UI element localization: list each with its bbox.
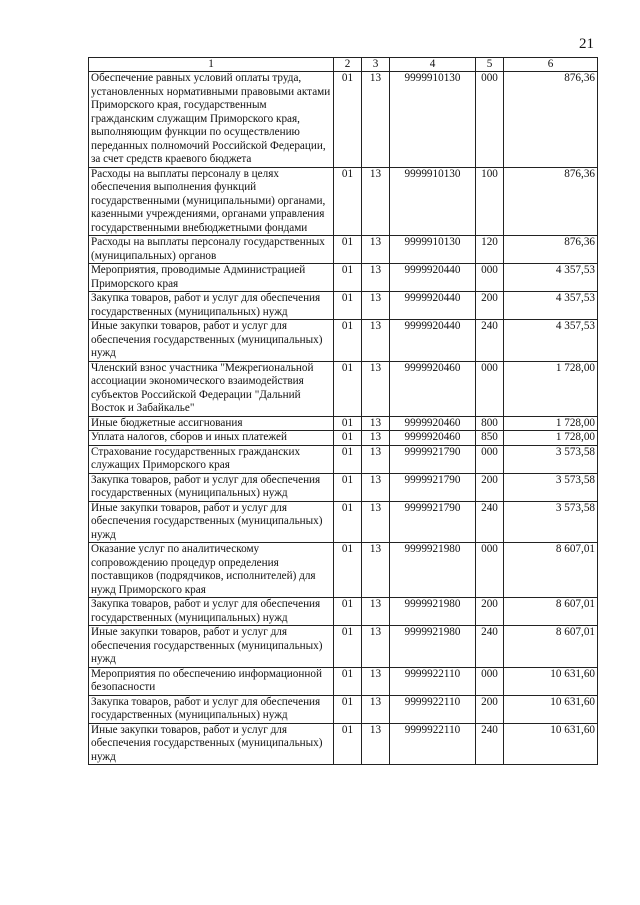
section-code: 01 (334, 167, 362, 236)
amount: 1 728,00 (504, 361, 598, 416)
subsection-code: 13 (362, 416, 390, 431)
subsection-code: 13 (362, 473, 390, 501)
target-article-code: 9999920460 (390, 431, 476, 446)
row-name: Закупка товаров, работ и услуг для обеспечения государственных (муниципальных) нужд (89, 292, 334, 320)
amount: 10 631,60 (504, 695, 598, 723)
budget-table (88, 57, 598, 765)
row-name: Членский взнос участника "Межрегиональной ассоциации экономического взаимодействия субъектов Российской Федерации "Дальний Восток и Забайкалье" (89, 361, 334, 416)
row-name: Расходы на выплаты персоналу государственных (муниципальных) органов (89, 236, 334, 264)
subsection-code: 13 (362, 264, 390, 292)
section-code: 01 (334, 292, 362, 320)
section-code: 01 (334, 264, 362, 292)
table-row (89, 473, 598, 501)
row-name: Иные закупки товаров, работ и услуг для обеспечения государственных (муниципальных) нужд (89, 320, 334, 362)
subsection-code: 13 (362, 320, 390, 362)
amount: 4 357,53 (504, 320, 598, 362)
subsection-code: 13 (362, 361, 390, 416)
subsection-code: 13 (362, 236, 390, 264)
subsection-code: 13 (362, 167, 390, 236)
expense-type-code: 200 (476, 473, 504, 501)
expense-type-code: 000 (476, 543, 504, 598)
amount: 10 631,60 (504, 667, 598, 695)
expense-type-code: 200 (476, 598, 504, 626)
row-name: Уплата налогов, сборов и иных платежей (89, 431, 334, 446)
expense-type-code: 120 (476, 236, 504, 264)
amount: 10 631,60 (504, 723, 598, 765)
table-row (89, 501, 598, 543)
target-article-code: 9999920460 (390, 361, 476, 416)
table-row (89, 543, 598, 598)
subsection-code: 13 (362, 292, 390, 320)
subsection-code: 13 (362, 723, 390, 765)
column-header: 5 (476, 58, 504, 72)
section-code: 01 (334, 416, 362, 431)
row-name: Закупка товаров, работ и услуг для обеспечения государственных (муниципальных) нужд (89, 695, 334, 723)
row-name: Закупка товаров, работ и услуг для обеспечения государственных (муниципальных) нужд (89, 598, 334, 626)
row-name: Закупка товаров, работ и услуг для обеспечения государственных (муниципальных) нужд (89, 473, 334, 501)
subsection-code: 13 (362, 667, 390, 695)
table-row (89, 292, 598, 320)
section-code: 01 (334, 361, 362, 416)
target-article-code: 9999910130 (390, 236, 476, 264)
expense-type-code: 000 (476, 264, 504, 292)
target-article-code: 9999920440 (390, 320, 476, 362)
section-code: 01 (334, 723, 362, 765)
section-code: 01 (334, 543, 362, 598)
table-row (89, 431, 598, 446)
table-row (89, 236, 598, 264)
table-row (89, 667, 598, 695)
target-article-code: 9999921790 (390, 445, 476, 473)
row-name: Обеспечение равных условий оплаты труда, установленных нормативными правовыми актами Приморского края, государственным гражданским служащим Приморского края, выполняющим функции по осуществлению переданных полномочий Российской Федерации, за счет средств краевого бюджета (89, 72, 334, 168)
table-row (89, 723, 598, 765)
table-row (89, 416, 598, 431)
expense-type-code: 100 (476, 167, 504, 236)
subsection-code: 13 (362, 543, 390, 598)
table-row (89, 445, 598, 473)
target-article-code: 9999922110 (390, 695, 476, 723)
target-article-code: 9999910130 (390, 167, 476, 236)
row-name: Мероприятия по обеспечению информационной безопасности (89, 667, 334, 695)
target-article-code: 9999922110 (390, 667, 476, 695)
table-row (89, 695, 598, 723)
target-article-code: 9999921790 (390, 501, 476, 543)
table-row (89, 320, 598, 362)
subsection-code: 13 (362, 626, 390, 668)
table-row (89, 264, 598, 292)
section-code: 01 (334, 236, 362, 264)
row-name: Мероприятия, проводимые Администрацией Приморского края (89, 264, 334, 292)
amount: 8 607,01 (504, 543, 598, 598)
amount: 1 728,00 (504, 416, 598, 431)
target-article-code: 9999920460 (390, 416, 476, 431)
amount: 876,36 (504, 236, 598, 264)
expense-type-code: 240 (476, 723, 504, 765)
header-row (89, 58, 598, 72)
table-row (89, 626, 598, 668)
expense-type-code: 000 (476, 667, 504, 695)
amount: 8 607,01 (504, 598, 598, 626)
amount: 876,36 (504, 72, 598, 168)
target-article-code: 9999921790 (390, 473, 476, 501)
column-header: 3 (362, 58, 390, 72)
amount: 1 728,00 (504, 431, 598, 446)
subsection-code: 13 (362, 695, 390, 723)
expense-type-code: 240 (476, 501, 504, 543)
amount: 3 573,58 (504, 445, 598, 473)
row-name: Иные закупки товаров, работ и услуг для обеспечения государственных (муниципальных) нужд (89, 626, 334, 668)
expense-type-code: 850 (476, 431, 504, 446)
page-number: 21 (579, 36, 594, 52)
section-code: 01 (334, 445, 362, 473)
subsection-code: 13 (362, 431, 390, 446)
target-article-code: 9999910130 (390, 72, 476, 168)
section-code: 01 (334, 473, 362, 501)
section-code: 01 (334, 72, 362, 168)
column-header: 2 (334, 58, 362, 72)
row-name: Иные бюджетные ассигнования (89, 416, 334, 431)
target-article-code: 9999921980 (390, 598, 476, 626)
section-code: 01 (334, 501, 362, 543)
target-article-code: 9999922110 (390, 723, 476, 765)
expense-type-code: 000 (476, 361, 504, 416)
expense-type-code: 200 (476, 292, 504, 320)
column-header: 4 (390, 58, 476, 72)
target-article-code: 9999921980 (390, 543, 476, 598)
row-name: Иные закупки товаров, работ и услуг для обеспечения государственных (муниципальных) нужд (89, 501, 334, 543)
table-row (89, 361, 598, 416)
row-name: Расходы на выплаты персоналу в целях обеспечения выполнения функций государственными (муниципальными) органами, казенными учреждениями, органами управления государственными внебюджетными фондами (89, 167, 334, 236)
row-name: Оказание услуг по аналитическому сопровождению процедур определения поставщиков (подрядчиков, исполнителей) для нужд Приморского края (89, 543, 334, 598)
subsection-code: 13 (362, 598, 390, 626)
section-code: 01 (334, 695, 362, 723)
row-name: Страхование государственных гражданских служащих Приморского края (89, 445, 334, 473)
table-row (89, 598, 598, 626)
subsection-code: 13 (362, 445, 390, 473)
column-header: 6 (504, 58, 598, 72)
table-row (89, 167, 598, 236)
section-code: 01 (334, 598, 362, 626)
section-code: 01 (334, 667, 362, 695)
subsection-code: 13 (362, 72, 390, 168)
expense-type-code: 240 (476, 626, 504, 668)
expense-type-code: 200 (476, 695, 504, 723)
amount: 8 607,01 (504, 626, 598, 668)
target-article-code: 9999920440 (390, 264, 476, 292)
section-code: 01 (334, 626, 362, 668)
amount: 876,36 (504, 167, 598, 236)
section-code: 01 (334, 320, 362, 362)
expense-type-code: 800 (476, 416, 504, 431)
table-row (89, 72, 598, 168)
subsection-code: 13 (362, 501, 390, 543)
section-code: 01 (334, 431, 362, 446)
row-name: Иные закупки товаров, работ и услуг для обеспечения государственных (муниципальных) нужд (89, 723, 334, 765)
column-header: 1 (89, 58, 334, 72)
amount: 4 357,53 (504, 292, 598, 320)
amount: 3 573,58 (504, 501, 598, 543)
expense-type-code: 000 (476, 445, 504, 473)
target-article-code: 9999921980 (390, 626, 476, 668)
amount: 4 357,53 (504, 264, 598, 292)
amount: 3 573,58 (504, 473, 598, 501)
expense-type-code: 240 (476, 320, 504, 362)
target-article-code: 9999920440 (390, 292, 476, 320)
expense-type-code: 000 (476, 72, 504, 168)
